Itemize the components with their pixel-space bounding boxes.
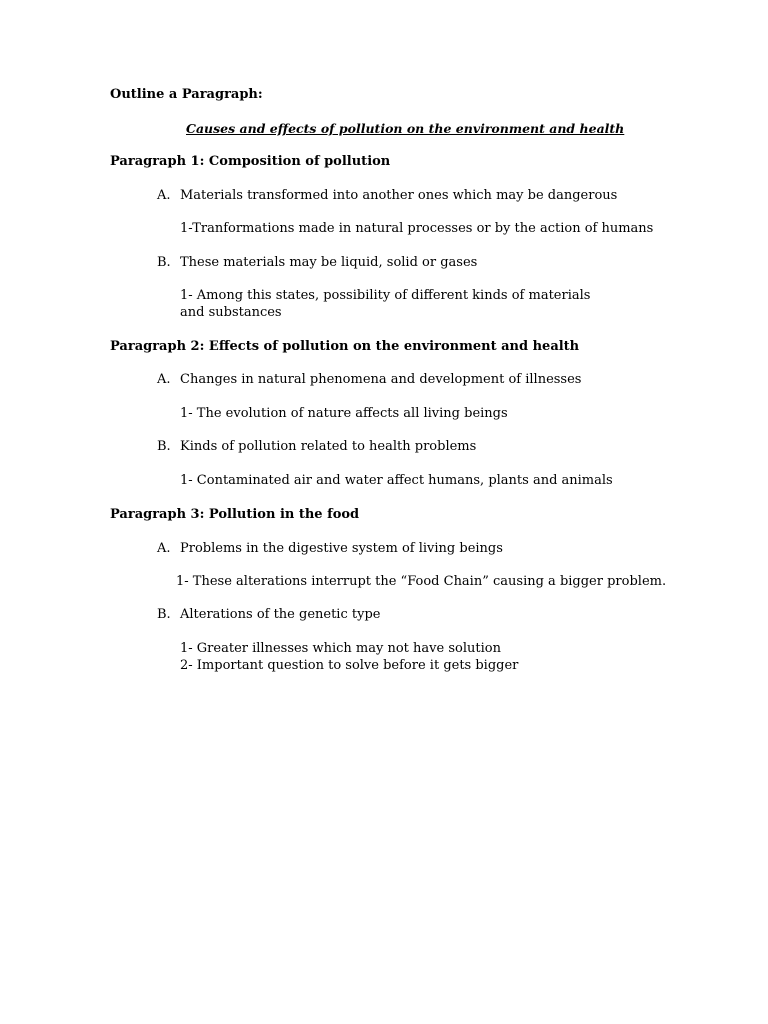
item-letter: B. [157, 255, 171, 270]
paragraph-3-item-a-sub-1: 1- These alterations interrupt the “Food Chain” causing a bigger problem. [176, 574, 667, 589]
item-letter: A. [157, 541, 171, 556]
item-text: Alterations of the genetic type [180, 607, 381, 622]
item-text: These materials may be liquid, solid or gases [180, 255, 478, 270]
item-letter: A. [157, 188, 171, 203]
document-heading: Outline a Paragraph: [110, 87, 263, 102]
item-text: Problems in the digestive system of living beings [180, 541, 503, 556]
paragraph-1-item-a-sub-1: 1-Tranformations made in natural processes or by the action of humans [180, 221, 654, 236]
item-text: Changes in natural phenomena and development of illnesses [180, 372, 582, 387]
item-text: Kinds of pollution related to health problems [180, 439, 477, 454]
paragraph-1-title: Paragraph 1: Composition of pollution [110, 154, 391, 169]
paragraph-3-title: Paragraph 3: Pollution in the food [110, 507, 360, 522]
paragraph-2-item-b-sub-1: 1- Contaminated air and water affect humans, plants and animals [180, 473, 613, 488]
item-letter: B. [157, 607, 171, 622]
item-letter: A. [157, 372, 171, 387]
paragraph-3-item-b-sub-2: 2- Important question to solve before it gets bigger [180, 658, 519, 673]
document-subtitle: Causes and effects of pollution on the environment and health [186, 121, 625, 136]
paragraph-2-title: Paragraph 2: Effects of pollution on the environment and health [110, 339, 580, 354]
paragraph-3-item-b-sub-1: 1- Greater illnesses which may not have solution [180, 641, 501, 656]
item-letter: B. [157, 439, 171, 454]
paragraph-2-item-a-sub-1: 1- The evolution of nature affects all living beings [180, 406, 508, 421]
paragraph-1-item-b-sub-1: 1- Among this states, possibility of different kinds of materials and substances [180, 288, 591, 320]
item-text: Materials transformed into another ones which may be dangerous [180, 188, 618, 203]
